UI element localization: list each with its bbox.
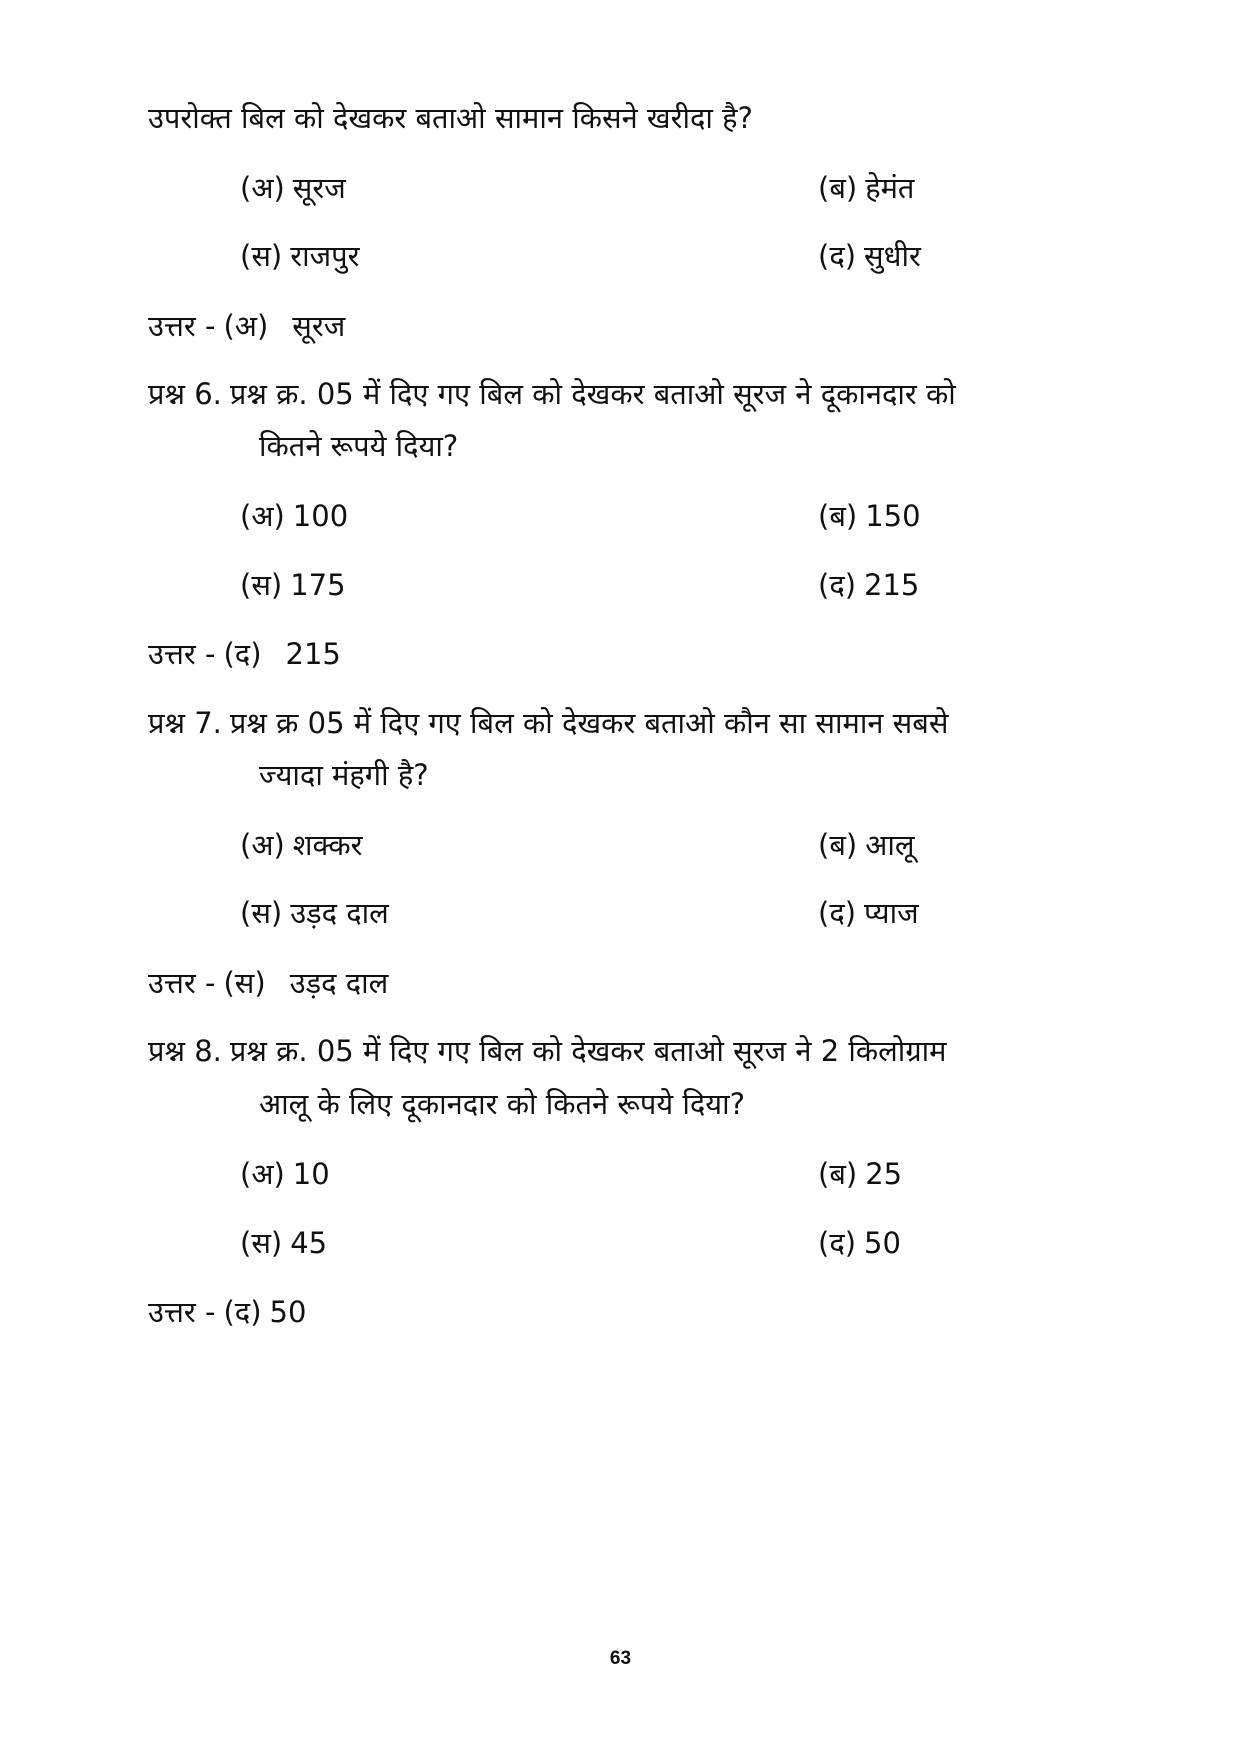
q8-option-d: (द) 50 [818,1226,901,1260]
q8-answer: उत्तर - (द) 50 [148,1295,307,1329]
q7-line1: प्रश्न 7. प्रश्न क्र 05 में दिए गए बिल को देखकर बताओ कौन सा सामान सबसे [148,706,949,740]
q6-line1: प्रश्न 6. प्रश्न क्र. 05 में दिए गए बिल को देखकर बताओ सूरज ने दूकानदार को [148,377,956,411]
q6-answer: उत्तर - (द) 215 [148,637,341,671]
q7-option-d: (द) प्याज [818,896,919,930]
q7-option-b: (ब) आलू [818,828,915,862]
q6-option-d: (द) 215 [818,568,920,602]
q7-answer: उत्तर - (स) उड़द दाल [148,966,389,1000]
q8-option-c: (स) 45 [240,1226,328,1260]
q8-option-b: (ब) 25 [818,1157,903,1191]
q6-line2: कितने रूपये दिया? [259,429,459,463]
q7-option-a: (अ) शक्कर [240,828,363,862]
intro-option-b: (ब) हेमंत [818,171,915,205]
q7-option-c: (स) उड़द दाल [240,896,389,930]
intro-question: उपरोक्त बिल को देखकर बताओ सामान किसने खरीदा है? [148,101,753,135]
q8-option-a: (अ) 10 [240,1157,330,1191]
q7-line2: ज्यादा मंहगी है? [259,758,429,792]
q6-option-b: (ब) 150 [818,499,921,533]
q6-option-a: (अ) 100 [240,499,349,533]
intro-option-a: (अ) सूरज [240,171,346,205]
intro-answer: उत्तर - (अ) सूरज [148,309,346,343]
intro-option-d: (द) सुधीर [818,239,921,273]
page-number: 63 [609,1648,632,1669]
q8-line1: प्रश्न 8. प्रश्न क्र. 05 में दिए गए बिल को देखकर बताओ सूरज ने 2 किलोग्राम [148,1034,947,1068]
q6-option-c: (स) 175 [240,568,346,602]
intro-option-c: (स) राजपुर [240,239,360,273]
q8-line2: आलू के लिए दूकानदार को कितने रूपये दिया? [259,1087,746,1121]
